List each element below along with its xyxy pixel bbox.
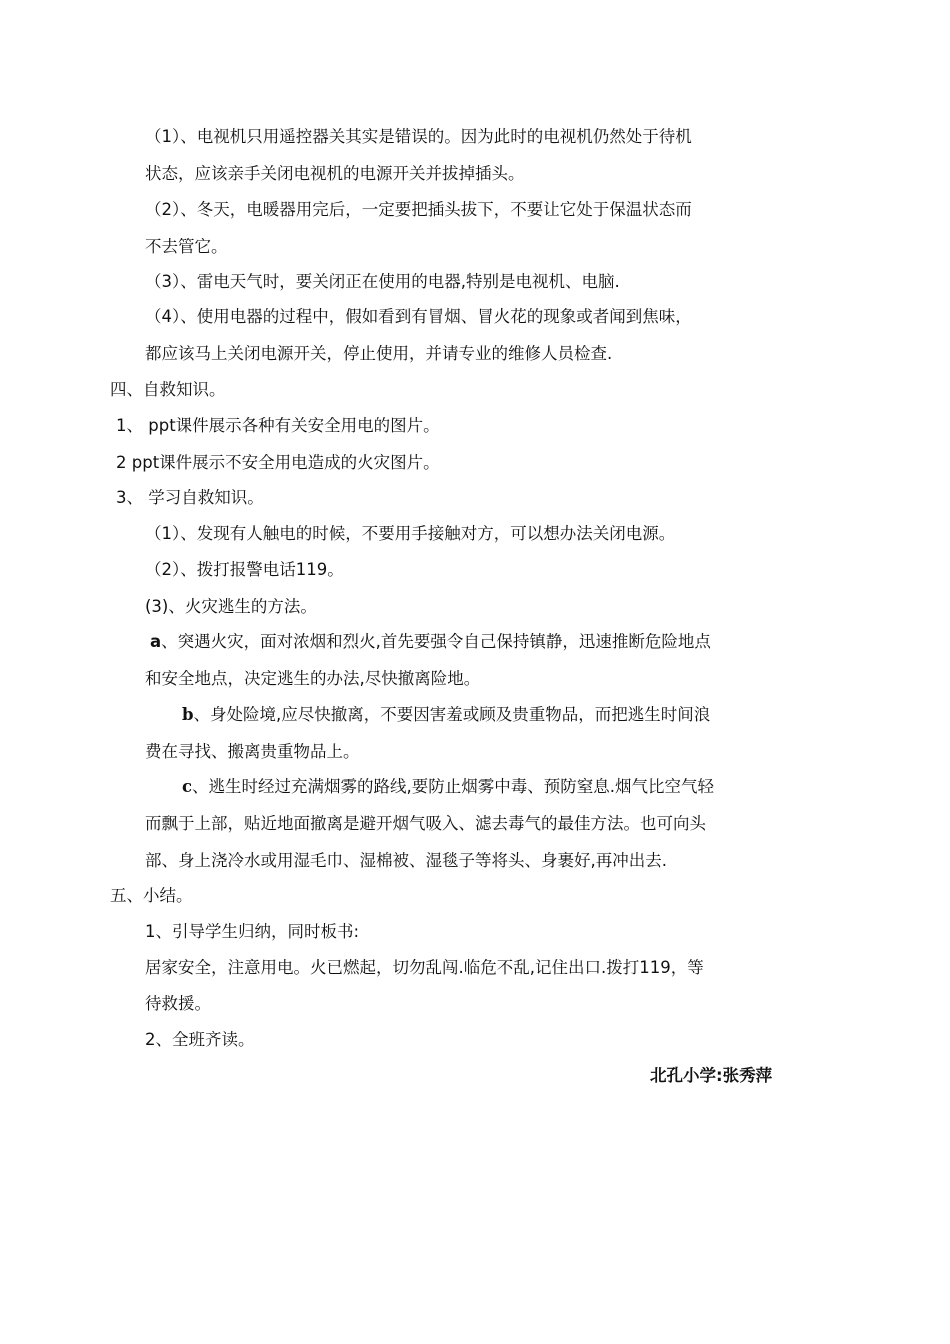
section-4-item-3: 3、 学习自救知识。 (116, 488, 264, 507)
sub-item-1: （1）、发现有人触电的时候，不要用手接触对方，可以想办法关闭电源。 (145, 524, 676, 543)
sub-item-2: （2）、拨打报警电话119。 (145, 560, 344, 579)
escape-c-marker: c (182, 777, 193, 796)
board-line-1: 居家安全，注意用电。火已燃起，切勿乱闯.临危不乱,记住出口.拨打119，等 (145, 958, 704, 977)
item-3-4-line-2: 都应该马上关闭电源开关，停止使用，并请专业的维修人员检查. (145, 344, 613, 363)
escape-a-text: 、突遇火灾，面对浓烟和烈火,首先要强令自己保持镇静，迅速推断危险地点 (161, 632, 711, 651)
item-3-1-line-1: （1）、电视机只用遥控器关其实是错误的。因为此时的电视机仍然处于待机 (145, 127, 692, 146)
escape-b-marker: b (182, 705, 194, 724)
section-4-item-1: 1、 ppt课件展示各种有关安全用电的图片。 (116, 416, 440, 435)
escape-c-text: 、逃生时经过充满烟雾的路线,要防止烟雾中毒、预防窒息.烟气比空气轻 (192, 777, 715, 796)
escape-b-line-2: 费在寻找、搬离贵重物品上。 (145, 742, 360, 761)
escape-c-line-1 (182, 776, 714, 798)
item-3-3-line-1: （3）、雷电天气时，要关闭正在使用的电器,特别是电视机、电脑. (145, 272, 620, 291)
escape-a-marker: a (150, 632, 162, 651)
section-5-heading: 五、小结。 (110, 886, 193, 905)
item-3-1-line-2: 状态，应该亲手关闭电视机的电源开关并拔掉插头。 (145, 164, 525, 183)
section-4-item-2: 2 ppt课件展示不安全用电造成的火灾图片。 (116, 453, 440, 472)
item-3-2-line-1: （2）、冬天，电暖器用完后，一定要把插头拔下，不要让它处于保温状态而 (145, 200, 692, 219)
escape-a-line-2: 和安全地点，决定逃生的办法,尽快撤离险地。 (145, 669, 481, 688)
sub-item-3: (3)、火灾逃生的方法。 (145, 597, 317, 616)
escape-c-line-3: 部、身上浇冷水或用湿毛巾、湿棉被、湿毯子等将头、身裹好,再冲出去. (145, 851, 667, 870)
item-3-2-line-2: 不去管它。 (145, 237, 228, 256)
signature: 北孔小学:张秀萍 (650, 1066, 773, 1085)
escape-c-line-2: 而飘于上部，贴近地面撤离是避开烟气吸入、滤去毒气的最佳方法。也可向头 (145, 814, 706, 833)
escape-b-text: 、身处险境,应尽快撤离，不要因害羞或顾及贵重物品，而把逃生时间浪 (193, 705, 711, 724)
board-line-2: 待救援。 (145, 994, 211, 1013)
section-5-item-2: 2、全班齐读。 (145, 1030, 255, 1049)
item-3-4-line-1: （4）、使用电器的过程中，假如看到有冒烟、冒火花的现象或者闻到焦味， (145, 307, 692, 326)
section-5-item-1: 1、引导学生归纳，同时板书: (145, 922, 360, 941)
section-4-heading: 四、自救知识。 (110, 380, 226, 399)
escape-b-line-1 (182, 704, 710, 726)
escape-a-line-1 (150, 631, 711, 653)
